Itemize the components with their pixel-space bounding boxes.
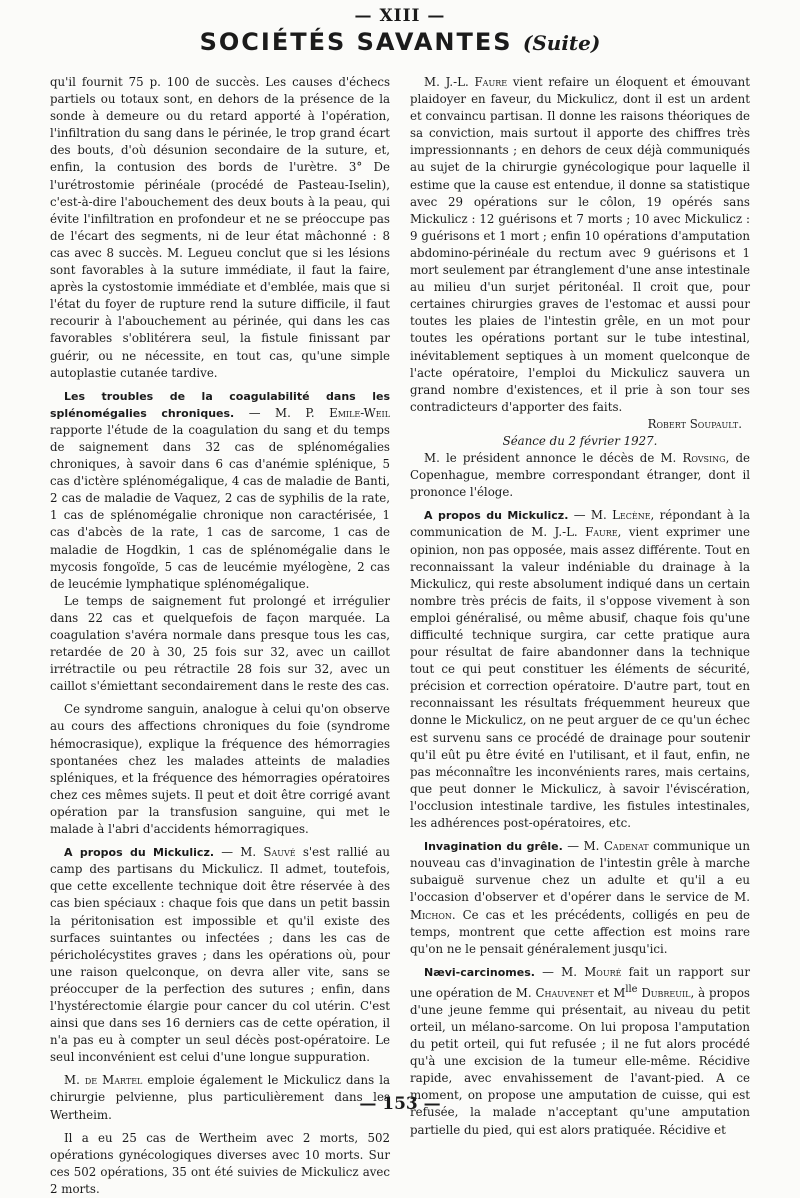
paragraph-naevi-carcinomes: Nævi-carcinomes. — M. Mouré fait un rapport sur une opération de M. Chauvenet et $M^{lle}$ Dubreuil, à propos d'une jeune femme qui présentait, au niveau du petit orteil, un mélano-sarcome. On lui proposa l'amputation du petit orteil, qui fut refusée ; il ne fut alors procédé qu'à une excision de la tumeur elle-même. Récidive rapide, avec envahissement de l'avant-pied. A ce moment, on propose une amputation de cuisse, qui est refusée, la malade n'acceptant qu'une amputation partielle du pied, qui est alors pratiquée. Récidive et (410, 964, 750, 1137)
signature: Robert Soupault. (647, 416, 742, 431)
paragraph-wertheim-stats: Il a eu 25 cas de Wertheim avec 2 morts, 502 opérations gynécologiques diverses avec 10 morts. Sur ces 502 opérations, 35 ont été suivies de Mickulicz avec 2 morts. (50, 1130, 390, 1196)
roman-folio: — XIII — (354, 6, 446, 26)
paragraph-de-martel: M. de Martel emploie également le Mickulicz dans la chirurgie pelvienne, plus particulièrement dans les Wertheim. (50, 1073, 390, 1122)
rubric-naevi: Nævi-carcinomes. (424, 965, 535, 979)
rubric-mickulicz-2: A propos du Mickulicz. (424, 509, 569, 523)
author-faure-2: Faure (585, 525, 618, 540)
paragraph-coagulabilite: Les troubles de la coagulabilité dans les splénomégalies chroniques. — M. P. Emile-Weil rapporte l'étude de la coagulation du sang et du temps de saignement dans 32 cas de splénomégalies chroniques, à savoir dans 6 cas d'anémie splénique, 5 cas d'ictère splénomégalique, 4 cas de maladie de Banti, 2 cas de maladie de Vaquez, 2 cas de syphilis de la rate, 1 cas de splénomégalie chronique non caractérisée, 1 cas d'abcès de la rate, 1 cas de sarcome, 1 cas de maladie de Hogdkin, 1 cas de splénomégalie dans le mycosis fongoïde, 5 cas de leucémie myélogène, 2 cas de leucémie lymphatique splénomégalique. (50, 389, 391, 591)
paragraph-legueu-end: qu'il fournit 75 p. 100 de succès. Les causes d'échecs partiels ou totaux sont, en dehors de la présence de la sonde à demeure ou du retard apporté à l'opération, l'infiltration du sang dans le périnée, le trop grand écart des bouts, d'où désunion secondaire de la suture, et, enfin, la contusion des bords de l'urètre. 3° De l'urétrostomie périnéale (procédé de Pasteau-Iselin), c'est-à-dire l'abouchement des deux bouts à la peau, qui évite l'infiltration en profondeur et ne se préoccupe pas de l'écart des segments, ni de leur état mâchonné : 8 cas avec 8 succès. M. Legueu conclut que si les lésions sont favorables à la suture immédiate, il faut la faire, après la cystostomie immédiate et d'emblée, mais que si l'état du foyer de rupture rend la suture difficile, il faut recourir à l'abouchement au périnée, qui dans les cas favorables s'oblitérera seul, la fistule finissant par guérir, ou ne nécessite, en tout cas, qu'une simple autoplastie cutanée tardive. (50, 75, 390, 380)
rubric-coagulabilite: Les troubles de la coagulabilité dans les splénomégalies chroniques. (50, 389, 390, 420)
author-faure: Faure (474, 75, 508, 89)
section-header (0, 28, 800, 56)
paragraph-temps-saignement: Le temps de saignement fut prolongé et irrégulier dans 22 cas et quelquefois de façon marquée. La coagulation s'avéra normale dans presque tous les cas, retardée de 20 à 30, 25 fois sur 32, avec un caillot irrétractile ou peu rétractile 28 fois sur 32, avec un caillot s'émiettant secondairement dans le reste des cas. (50, 593, 390, 694)
right-column (410, 74, 750, 1139)
author-emile-weil: Emile-Weil (329, 405, 391, 420)
rubric-invagination: Invagination du grêle. (424, 840, 563, 854)
author-rovsing: Rovsing (682, 451, 726, 466)
paragraph-faure: M. J.-L. Faure vient refaire un éloquent et émouvant plaidoyer en faveur, du Mickulicz, dont il est un ardent et convaincu partisan. Il donne les raisons théoriques de sa conviction, mais surtout il apporte des chiffres très impressionnants ; en dehors de ceux déjà communiqués au sujet de la chirurgie gynécologique pour laquelle il estime que la cause est entendue, il donne sa statistique avec 29 opérations sur le côlon, 19 opérés sans Mickulicz : 12 guérisons et 7 morts ; 10 avec Mickulicz : 9 guérisons et 1 mort ; enfin 10 opérations d'amputation abdomino-périnéale du rectum avec 9 guérisons et 1 mort seulement par étranglement d'une anse intestinale au milieu d'un surjet péritonéal. Il croit que, pour certaines chirurgies graves de l'estomac et aussi pour toutes les plaies de l'intestin grêle, en un mot pour toutes les opérations portant sur le tube intestinal, inévitablement septiques à un moment quelconque de l'acte opératoire, l'emploi du Mickulicz sauvera un grand nombre d'existences, et il prie à son tour ses contradicteurs d'apporter des faits. (410, 75, 750, 414)
rubric-mickulicz: A propos du Mickulicz. (64, 846, 215, 860)
paragraph-syndrome-sanguin: Ce syndrome sanguin, analogue à celui qu'on observe au cours des affections chroniques du foie (syndrome hémocrasique), explique la fréquence des hémorragies spontanées chez les malades atteints de maladies spléniques, et la fréquence des hémorragies opératoires chez ces mêmes sujets. Il peut et doit être corrigé avant opération par la transfusion sanguine, qui met le malade à l'abri d'accidents hémorragiques. (50, 702, 390, 837)
section-title: SOCIÉTÉS SAVANTES (199, 28, 513, 56)
author-sauve: Sauvé (263, 845, 296, 860)
page-number: — 153 — (359, 1094, 441, 1114)
author-michon: Michon (410, 907, 452, 922)
author-dubreuil: Dubreuil (637, 985, 691, 1000)
author-cadenat: Cadenat (603, 839, 649, 854)
paragraph-mickulicz-lecene: A propos du Mickulicz. — M. Lecène, répondant à la communication de M. J.-L. Faure, vient exprimer une opinion, non pas opposée, mais assez différente. Tout en reconnaissant la valeur indéniable du drainage à la Mickulicz, qui reste absolument indiqué dans un certain nombre très précis de faits, il s'oppose vivement à son emploi généralisé, ou même abusif, chaque fois qu'une difficulté technique surgira, car cette pratique aura pour résultat de faire abandonner dans la technique tout ce qui peut constituer les éléments de sécurité, précision et correction opératoire. D'autre part, tout en reconnaissant les résultats fréquemment heureux que donne le Mickulicz, on ne peut arguer de ce qu'un échec est survenu sans ce procédé de drainage pour soutenir qu'il eût pu être évité en l'utilisant, et il faut, enfin, ne pas méconnaître les inconvénients rares, mais certains, que peut donner le Mickulicz, à savoir l'éviscération, l'occlusion intestinale tardive, les fistules intestinales, les adhérences post-opératoires, etc. (410, 508, 750, 831)
author-de-martel: de Martel (84, 1073, 143, 1088)
paragraph-mickulicz-sauve: A propos du Mickulicz. — M. Sauvé s'est rallié au camp des partisans du Mickulicz. Il admet, toutefois, que cette excellente technique doit être réservée à des cas bien spéciaux : chaque fois que dans un petit bassin la péritonisation est impossible et qu'il existe des surfaces suintantes ou infectées ; dans les cas de péricholécystites graves ; dans les opérations où, pour une raison quelconque, on devra aller vite, sans se préoccuper de la perfection des sutures ; enfin, dans l'hystérectomie élargie pour cancer du col utérin. C'est ainsi que dans ses 16 derniers cas de cette opération, il n'a pas eu à compter un seul décès post-opératoire. Le seul inconvénient est celui d'une longue suppuration. (50, 845, 390, 1065)
left-column (50, 74, 390, 1198)
paragraph-rovsing: M. le président annonce le décès de M. Rovsing, de Copenhague, membre correspondant étranger, dont il prononce l'éloge. (410, 451, 750, 500)
section-title-suffix: (Suite) (522, 31, 601, 55)
author-chauvenet: Chauvenet (535, 985, 594, 1000)
seance-date: Séance du 2 février 1927. (502, 433, 658, 448)
author-lecene: Lecène (612, 508, 651, 523)
paragraph-invagination: Invagination du grêle. — M. Cadenat communique un nouveau cas d'invagination de l'intestin grêle à marche subaiguë survenue chez un adulte et qu'il a eu l'occasion d'observer et d'opérer dans le service de M. Michon. Ce cas et les précédents, colligés en peu de temps, montrent que cette affection est moins rare qu'on ne le pensait généralement jusqu'ici. (410, 839, 750, 956)
author-moure: Mouré (584, 964, 622, 979)
